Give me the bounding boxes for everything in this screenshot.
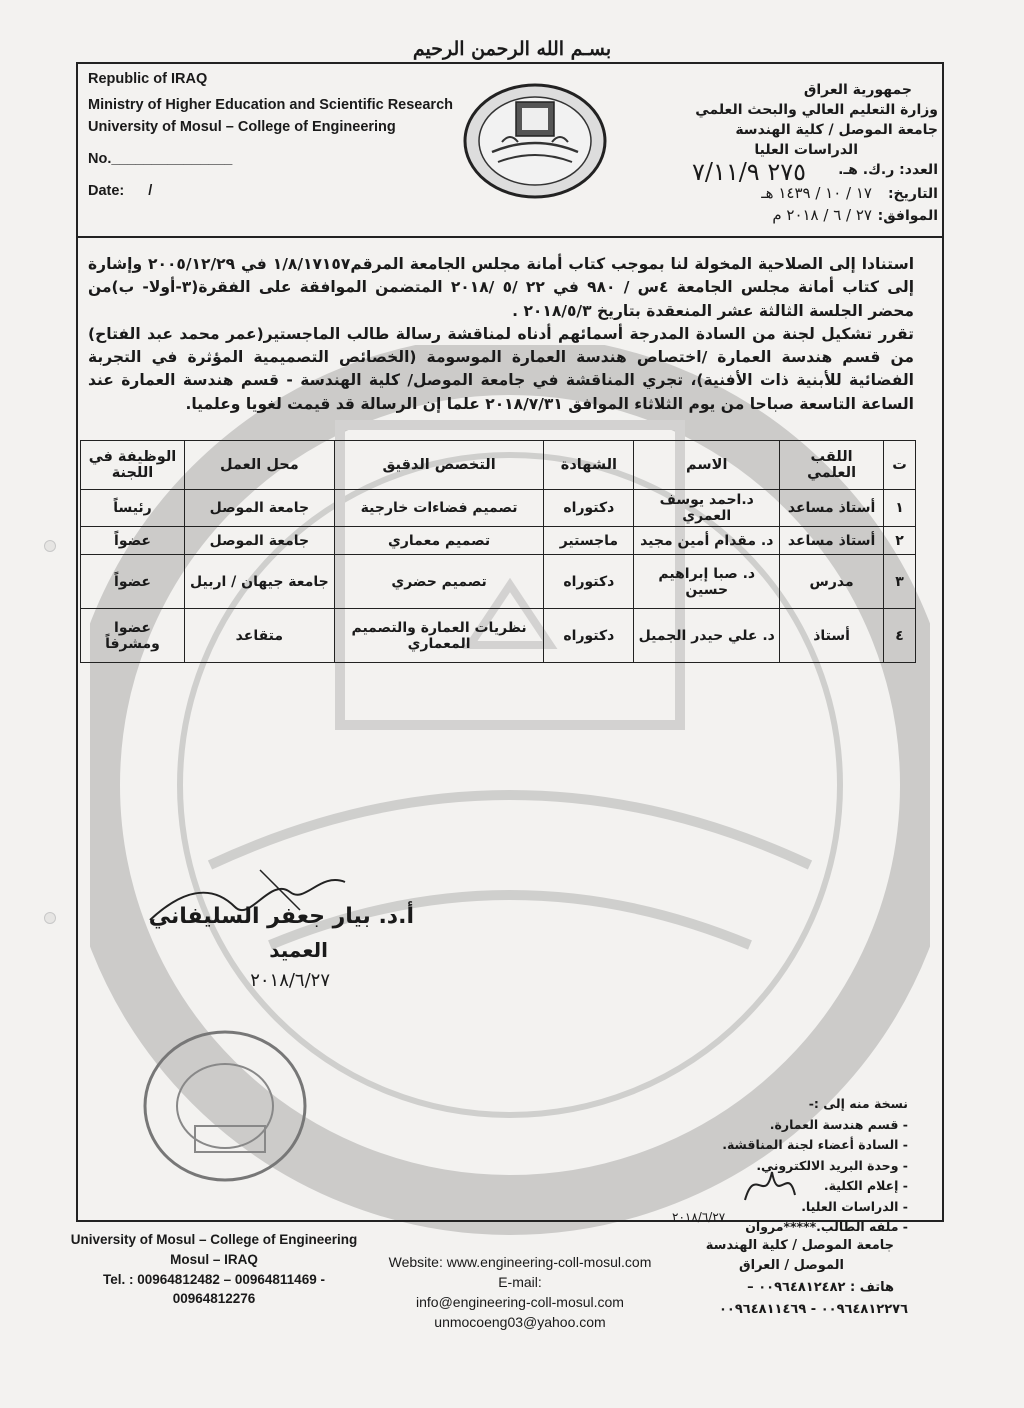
dean-office-stamp <box>140 1026 310 1186</box>
cell-name: د. علي حيدر الجميل <box>634 609 780 663</box>
cell-seq: ٤ <box>884 609 916 663</box>
table-row <box>81 490 916 527</box>
dean-title: العميد <box>269 938 328 962</box>
country-ar: جمهورية العراق <box>803 82 912 98</box>
university-logo <box>462 82 608 200</box>
cell-rank: أستاذ <box>780 609 884 663</box>
header-degree: الشهادة <box>544 441 634 490</box>
footer-phone-ar: هاتف : ٠٠٩٦٤٨١٢٤٨٢ – <box>747 1280 894 1295</box>
cell-workplace: جامعة الموصل <box>184 527 334 555</box>
copies-item: - قسم هندسة العمارة. <box>769 1116 908 1132</box>
copies-heading: نسخة منه إلى :- <box>808 1096 908 1111</box>
cell-role: عضوا ومشرفاً <box>81 609 185 663</box>
table-row <box>81 609 916 663</box>
country-en: Republic of IRAQ <box>88 71 208 87</box>
footer-city-en: Mosul – IRAQ <box>170 1252 258 1267</box>
cell-specialty: نظريات العمارة والتصميم المعماري <box>334 609 544 663</box>
punch-hole <box>44 540 56 552</box>
cell-seq: ١ <box>884 490 916 527</box>
copies-item: - الدراسات العليا. <box>801 1198 908 1214</box>
cell-name: د.احمد يوسف العمري <box>634 490 780 527</box>
number-blank-line: _______________ <box>111 151 233 167</box>
footer-phone-en: Tel. : 00964812482 – 00964811469 - <box>103 1272 325 1287</box>
number-label-en: No. <box>88 151 112 167</box>
copies-item: - السادة أعضاء لجنة المناقشة. <box>722 1137 908 1152</box>
header-specialty: التخصص الدقيق <box>334 441 544 490</box>
footer-email-label: E-mail: <box>498 1274 542 1290</box>
committee-table <box>80 440 916 663</box>
postgrad-ar: الدراسات العليا <box>754 142 858 158</box>
cell-degree: دكتوراه <box>544 490 634 527</box>
cell-degree: دكتوراه <box>544 609 634 663</box>
cell-workplace: جامعة الموصل <box>184 490 334 527</box>
body-paragraph-authority: استنادا إلى الصلاحية المخولة لنا بموجب كتاب أمانة مجلس الجامعة المرقم١/٨/١٧١٥٧ في ٢٠٠٥/١٢/٢٩ وإشارة إلى كتاب أمانة مجلس الجامعة ٤س / ٩٨٠ في ٢٢ /٥ /٢٠١٨ المتضمن الموافقة على الفقرة(٣-أولا- ب)من محضر الجلسة الثالثة عشر المنعقدة بتاريخ ٢٠١٨/٥/٣ . <box>88 255 915 320</box>
cell-workplace: جامعة جيهان / اربيل <box>184 555 334 609</box>
cell-rank: أستاذ مساعد <box>780 527 884 555</box>
table-row <box>81 555 916 609</box>
body-paragraph-decision: تقرر تشكيل لجنة من السادة المدرجة أسمائهم أدناه لمناقشة رسالة طالب الماجستير(عمر محمد عبد الفتاح) من قسم هندسة العمارة /اختصاص هندسة العمارة الموسومة (الخصائص التصميمية المؤثرة في التجربة الفضائية للأبنية ذات الأفنية)، تجري المناقشة في جامعة الموصل/ كلية الهندسة - قسم هندسة العمارة عند الساعة التاسعة صباحا من يوم الثلاثاء الموافق ٢٠١٨/٧/٣١ علما إن الرسالة قد قيمت لغويا وعلميا. <box>88 324 914 413</box>
date-field-en <box>88 182 152 201</box>
date-label-en: Date: <box>88 183 125 199</box>
table-row <box>81 527 916 555</box>
cell-role: رئيساً <box>81 490 185 527</box>
copies-item: - وحدة البريد الالكتروني. <box>756 1157 908 1173</box>
clerk-date: ٢٠١٨/٦/٢٧ <box>672 1210 726 1224</box>
footer-website: Website: www.engineering-coll-mosul.com <box>388 1254 652 1270</box>
cell-name: د. مقدام أمين مجيد <box>634 527 780 555</box>
footer-email-info: info@engineering-coll-mosul.com <box>416 1294 624 1310</box>
ministry-ar: وزارة التعليم العالي والبحث العلمي <box>695 102 938 118</box>
ministry-en: Ministry of Higher Education and Scientific Research <box>88 97 453 113</box>
cell-workplace: متقاعد <box>184 609 334 663</box>
corresp-label-ar: الموافق: <box>877 208 938 224</box>
footer-phone2-ar: ٠٠٩٦٤٨١٢٢٧٦ - ٠٠٩٦٤٨١١٤٦٩ <box>718 1302 908 1317</box>
cell-degree: ماجستير <box>544 527 634 555</box>
cell-specialty: تصميم معماري <box>334 527 544 555</box>
letter-body <box>88 253 914 416</box>
date-slash-en: / <box>148 183 153 199</box>
footer-university-en: University of Mosul – College of Engineering <box>70 1232 358 1247</box>
university-ar: جامعة الموصل / كلية الهندسة <box>735 122 938 138</box>
number-field-en <box>88 150 232 169</box>
cell-name: د. صبا إبراهيم حسين <box>634 555 780 609</box>
header-workplace: محل العمل <box>184 441 334 490</box>
cell-degree: دكتوراه <box>544 555 634 609</box>
number-value-ar: ٢٧٥ ٧/١١/٩ <box>691 158 806 186</box>
cell-specialty: تصميم حضري <box>334 555 544 609</box>
footer-university-ar: جامعة الموصل / كلية الهندسة <box>705 1238 894 1253</box>
cell-rank: أستاذ مساعد <box>780 490 884 527</box>
copies-item: - ملفه الطالب.*****مروان <box>745 1219 908 1234</box>
copies-item: - إعلام الكلية. <box>823 1178 908 1193</box>
dean-name: أ.د. بيار جعفر السليفاني <box>148 904 414 929</box>
header-seq: ت <box>884 441 916 490</box>
header-role: الوظيفة في اللجنة <box>81 441 185 490</box>
cell-role: عضواً <box>81 527 185 555</box>
cell-role: عضواً <box>81 555 185 609</box>
number-label-ar: العدد: ر.ك. هـ. <box>838 162 938 178</box>
cell-seq: ٣ <box>884 555 916 609</box>
university-en: University of Mosul – College of Engineering <box>88 119 396 135</box>
footer-email-yahoo: unmocoeng03@yahoo.com <box>434 1314 606 1330</box>
corresp-value-ar: ٢٧ / ٦ / ٢٠١٨ م <box>772 206 872 224</box>
footer-city-ar: الموصل / العراق <box>738 1258 844 1273</box>
cell-seq: ٢ <box>884 527 916 555</box>
bismillah: بسـم الله الرحمن الرحيم <box>412 38 612 60</box>
header-rank: اللقب العلمي <box>780 441 884 490</box>
cell-rank: مدرس <box>780 555 884 609</box>
header-divider <box>76 236 942 238</box>
date-value-ar: ١٧ / ١٠ / ١٤٣٩ هـ <box>761 184 872 202</box>
date-label-ar: التاريخ: <box>887 186 938 202</box>
cell-specialty: تصميم فضاءات خارجية <box>334 490 544 527</box>
table-header-row <box>81 441 916 490</box>
punch-hole <box>44 912 56 924</box>
footer-phone2-en: 00964812276 <box>172 1291 256 1306</box>
dean-date: ٢٠١٨/٦/٢٧ <box>250 970 330 991</box>
header-name: الاسم <box>634 441 780 490</box>
clerk-initials-mark <box>740 1160 800 1210</box>
